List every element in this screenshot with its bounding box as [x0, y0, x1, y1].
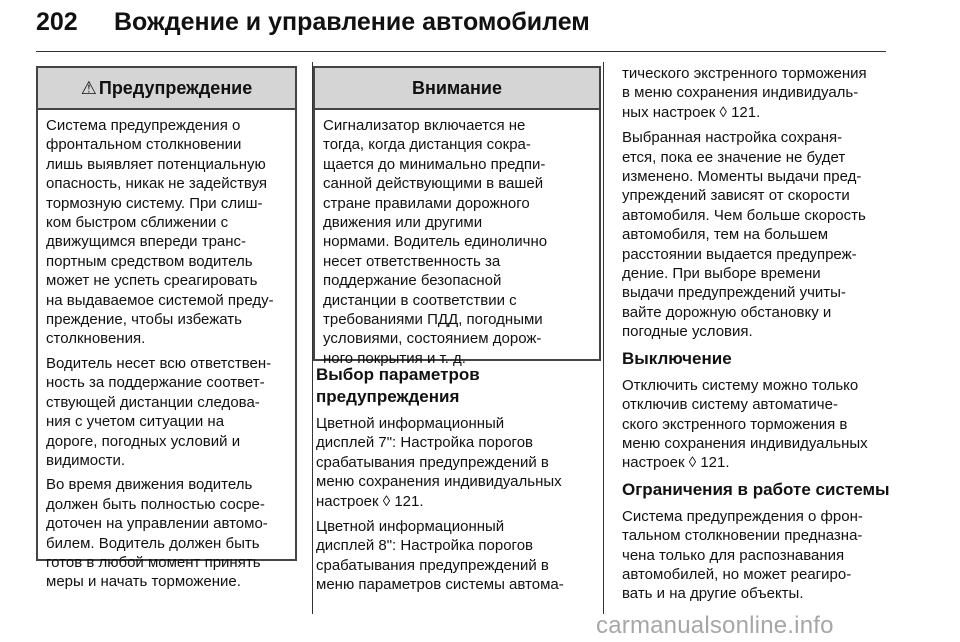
- page-title: Вождение и управление автомобилем: [114, 8, 590, 36]
- warning-paragraph-1: Система предупреждения о фронтальном столкновении лишь выявляет потенциальную опасность, никак не задействуя тормозную систему. При слиш- ком быстром сближении с движущимся впереди транс- портным средством водитель может не успеть среагировать на выдаваемое системой преду- преждение, чтобы избежать столкновения.: [46, 117, 274, 348]
- warning-box-title: Предупреждение: [98, 77, 253, 98]
- section-heading-off: Выключение: [622, 348, 732, 368]
- warning-paragraph-3: Во время движения водитель должен быть полностью сосре- доточен на управлении автомо- билем. Водитель должен быть готов в любой момент принять меры и начать торможение.: [46, 476, 268, 591]
- header-rule: [36, 51, 886, 52]
- warning-box-body: [38, 110, 295, 592]
- page-header: [36, 8, 886, 52]
- col3-paragraph-1: тического экстренного торможения в меню сохранения индивидуаль- ных настроек ◊ 121.: [622, 65, 867, 121]
- warning-box-header: [38, 68, 295, 110]
- section-warning-params: [316, 364, 600, 601]
- caution-box: [313, 66, 601, 367]
- warning-paragraph-2: Водитель несет всю ответствен- ность за поддержание соответ- ствующей дистанции следова- ния с учетом ситуации на дороге, погодных условий и видимости.: [46, 354, 272, 469]
- params-paragraph-1: Цветной информационный дисплей 7": Настройка порогов срабатывания предупреждений в меню сохранения индивидуальных настроек ◊ 121.: [316, 415, 562, 510]
- caution-paragraph: Сигнализатор включается не тогда, когда дистанция сокра- щается до минимально предпи- санной действующими в вашей стране правилами дорожного движения или другими нормами. Водитель единолично несет ответственность за поддержание безопасной дистанции в соответствии с требованиями ПДД, погодными условиями, состоянием дорож- ного покрытия и т. д.: [323, 117, 548, 367]
- caution-box-body: [315, 110, 599, 368]
- caution-box-title: Внимание: [412, 77, 502, 98]
- col3-paragraph-2: Выбранная настройка сохраня- ется, пока ее значение не будет изменено. Моменты выдачи пред- упреждений зависят от скорости автомобиля. Чем больше скорость автомобиля, тем на большем расстоянии выдается предупреж- дение. При выборе времени выдачи предупреждений учиты- вайте дорожную обстановку и погодные условия.: [622, 129, 866, 341]
- column-three: [622, 64, 888, 610]
- params-paragraph-2: Цветной информационный дисплей 8": Настройка порогов срабатывания предупреждений в меню параметров системы автома-: [316, 518, 564, 594]
- warning-box: [36, 66, 297, 591]
- section-heading-params: Выбор параметров предупреждения: [316, 365, 480, 406]
- section-heading-limits: Ограничения в работе системы: [622, 479, 890, 499]
- warning-triangle-icon: ⚠: [80, 77, 97, 98]
- column-divider-right: [603, 62, 604, 614]
- watermark: carmanualsonline.info: [596, 612, 834, 639]
- off-paragraph: Отключить систему можно только отключив систему автоматиче- ского экстренного торможения в меню сохранения индивидуальных настроек ◊ 121.: [622, 376, 868, 472]
- caution-box-header: [315, 68, 599, 110]
- limits-paragraph: Система предупреждения о фрон- тальном столкновении предназна- чена только для распознавания автомобилей, но может реагиро- вать и на другие объекты.: [622, 507, 863, 603]
- page-number: 202: [36, 8, 78, 36]
